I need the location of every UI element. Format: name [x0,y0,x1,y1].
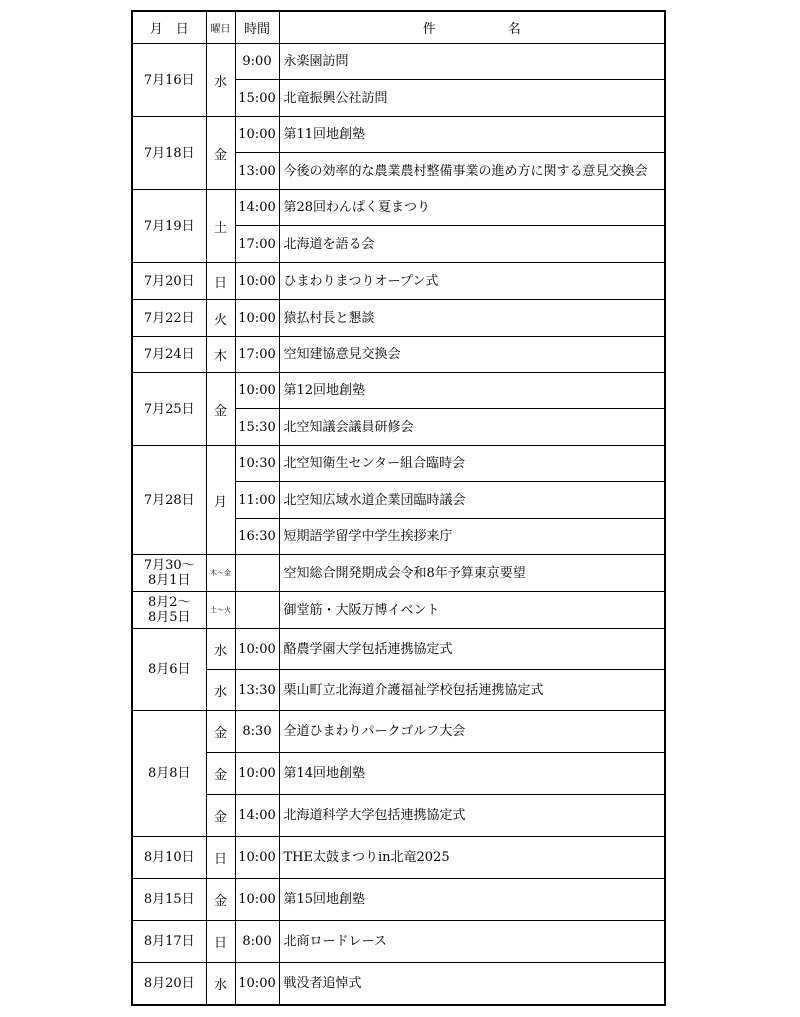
date-cell: 7月22日 [132,300,206,337]
event-name-cell: 北海道を語る会 [279,226,665,263]
schedule-body [132,44,665,1005]
date-cell: 7月16日 [132,44,206,117]
weekday-cell: 金 [206,711,235,753]
time-cell: 14:00 [235,190,279,226]
weekday-cell: 日 [206,921,235,963]
table-row [132,117,665,153]
table-row [132,629,665,670]
event-name-cell: 御堂筋・大阪万博イベント [279,592,665,629]
weekday-cell: 木～金 [206,555,235,592]
time-cell: 10:00 [235,629,279,670]
date-line: 8月2～ [147,595,191,610]
time-cell: 14:00 [235,795,279,837]
event-name-cell: 第28回わんぱく夏まつり [279,190,665,226]
table-row [132,337,665,373]
date-cell: 7月25日 [132,373,206,446]
date-cell: 7月24日 [132,337,206,373]
weekday-cell: 土 [206,190,235,263]
weekday-cell: 金 [206,373,235,446]
table-row [132,592,665,629]
time-cell: 17:00 [235,226,279,263]
event-name-cell: 北商ロードレース [279,921,665,963]
event-name-cell: 北竜振興公社訪問 [279,80,665,117]
event-name-cell: 今後の効率的な農業農村整備事業の進め方に関する意見交換会 [279,153,665,190]
weekday-cell: 金 [206,795,235,837]
event-name-cell: 第14回地創塾 [279,753,665,795]
date-cell: 7月28日 [132,446,206,555]
event-name-cell: 全道ひまわりパークゴルフ大会 [279,711,665,753]
event-name-cell: 酪農学園大学包括連携協定式 [279,629,665,670]
event-name-cell: 北空知広域水道企業団臨時議会 [279,482,665,519]
weekday-cell: 日 [206,263,235,300]
time-cell: 13:00 [235,153,279,190]
event-name-cell: 猿払村長と懇談 [279,300,665,337]
time-cell: 10:00 [235,373,279,409]
event-name-cell: 戦没者追悼式 [279,963,665,1005]
event-name-cell: THE太鼓まつりin北竜2025 [279,837,665,879]
date-cell: 7月18日 [132,117,206,190]
weekday-cell: 木 [206,337,235,373]
date-cell: 8月8日 [132,711,206,837]
weekday-cell: 日 [206,837,235,879]
time-cell: 9:00 [235,44,279,80]
event-name-cell: ひまわりまつりオープン式 [279,263,665,300]
weekday-cell: 水 [206,44,235,117]
time-cell: 8:00 [235,921,279,963]
time-cell: 10:00 [235,963,279,1005]
header-row [132,11,665,44]
time-cell: 8:30 [235,711,279,753]
time-cell: 10:00 [235,837,279,879]
table-row [132,190,665,226]
time-cell: 15:30 [235,409,279,446]
date-cell: 7月19日 [132,190,206,263]
event-name-cell: 第11回地創塾 [279,117,665,153]
weekday-cell: 金 [206,117,235,190]
time-cell: 17:00 [235,337,279,373]
time-cell [235,592,279,629]
event-name-cell: 北海道科学大学包括連携協定式 [279,795,665,837]
time-cell: 15:00 [235,80,279,117]
date-cell [132,555,206,592]
weekday-cell: 水 [206,629,235,670]
table-row [132,263,665,300]
weekday-cell: 月 [206,446,235,555]
date-line: 7月30～ [143,558,195,573]
table-row [132,446,665,482]
time-cell: 11:00 [235,482,279,519]
weekday-cell: 金 [206,879,235,921]
weekday-cell: 金 [206,753,235,795]
table-row [132,795,665,837]
time-cell: 10:30 [235,446,279,482]
table-row [132,921,665,963]
date-line: 8月1日 [147,573,191,588]
event-name-cell: 空知総合開発期成会令和8年予算東京要望 [279,555,665,592]
time-cell: 10:00 [235,753,279,795]
table-row [132,300,665,337]
table-row [132,879,665,921]
date-cell: 8月6日 [132,629,206,711]
event-name-cell: 短期語学留学中学生挨拶来庁 [279,519,665,555]
table-row [132,373,665,409]
header-dow: 曜日 [206,11,235,44]
table-row [132,753,665,795]
date-cell: 8月17日 [132,921,206,963]
time-cell: 10:00 [235,879,279,921]
time-cell [235,555,279,592]
header-name: 件名 [279,11,665,44]
time-cell: 10:00 [235,117,279,153]
time-cell: 10:00 [235,300,279,337]
date-cell: 7月20日 [132,263,206,300]
weekday-cell: 水 [206,963,235,1005]
table-row [132,670,665,711]
event-name-cell: 第15回地創塾 [279,879,665,921]
event-name-cell: 北空知衛生センター組合臨時会 [279,446,665,482]
header-date: 月 日 [132,11,206,44]
table-row [132,555,665,592]
date-cell: 8月20日 [132,963,206,1005]
weekday-cell: 火 [206,300,235,337]
header-time: 時間 [235,11,279,44]
event-name-cell: 第12回地創塾 [279,373,665,409]
schedule-table [131,10,666,1006]
time-cell: 13:30 [235,670,279,711]
weekday-cell: 土～火 [206,592,235,629]
table-row [132,837,665,879]
event-name-cell: 永楽園訪問 [279,44,665,80]
table-row [132,44,665,80]
time-cell: 10:00 [235,263,279,300]
date-cell: 8月15日 [132,879,206,921]
event-name-cell: 空知建協意見交換会 [279,337,665,373]
weekday-cell: 水 [206,670,235,711]
date-cell [132,592,206,629]
event-name-cell: 栗山町立北海道介護福祉学校包括連携協定式 [279,670,665,711]
table-row [132,711,665,753]
date-line: 8月5日 [147,610,191,625]
time-cell: 16:30 [235,519,279,555]
table-row [132,963,665,1005]
date-cell: 8月10日 [132,837,206,879]
event-name-cell: 北空知議会議員研修会 [279,409,665,446]
